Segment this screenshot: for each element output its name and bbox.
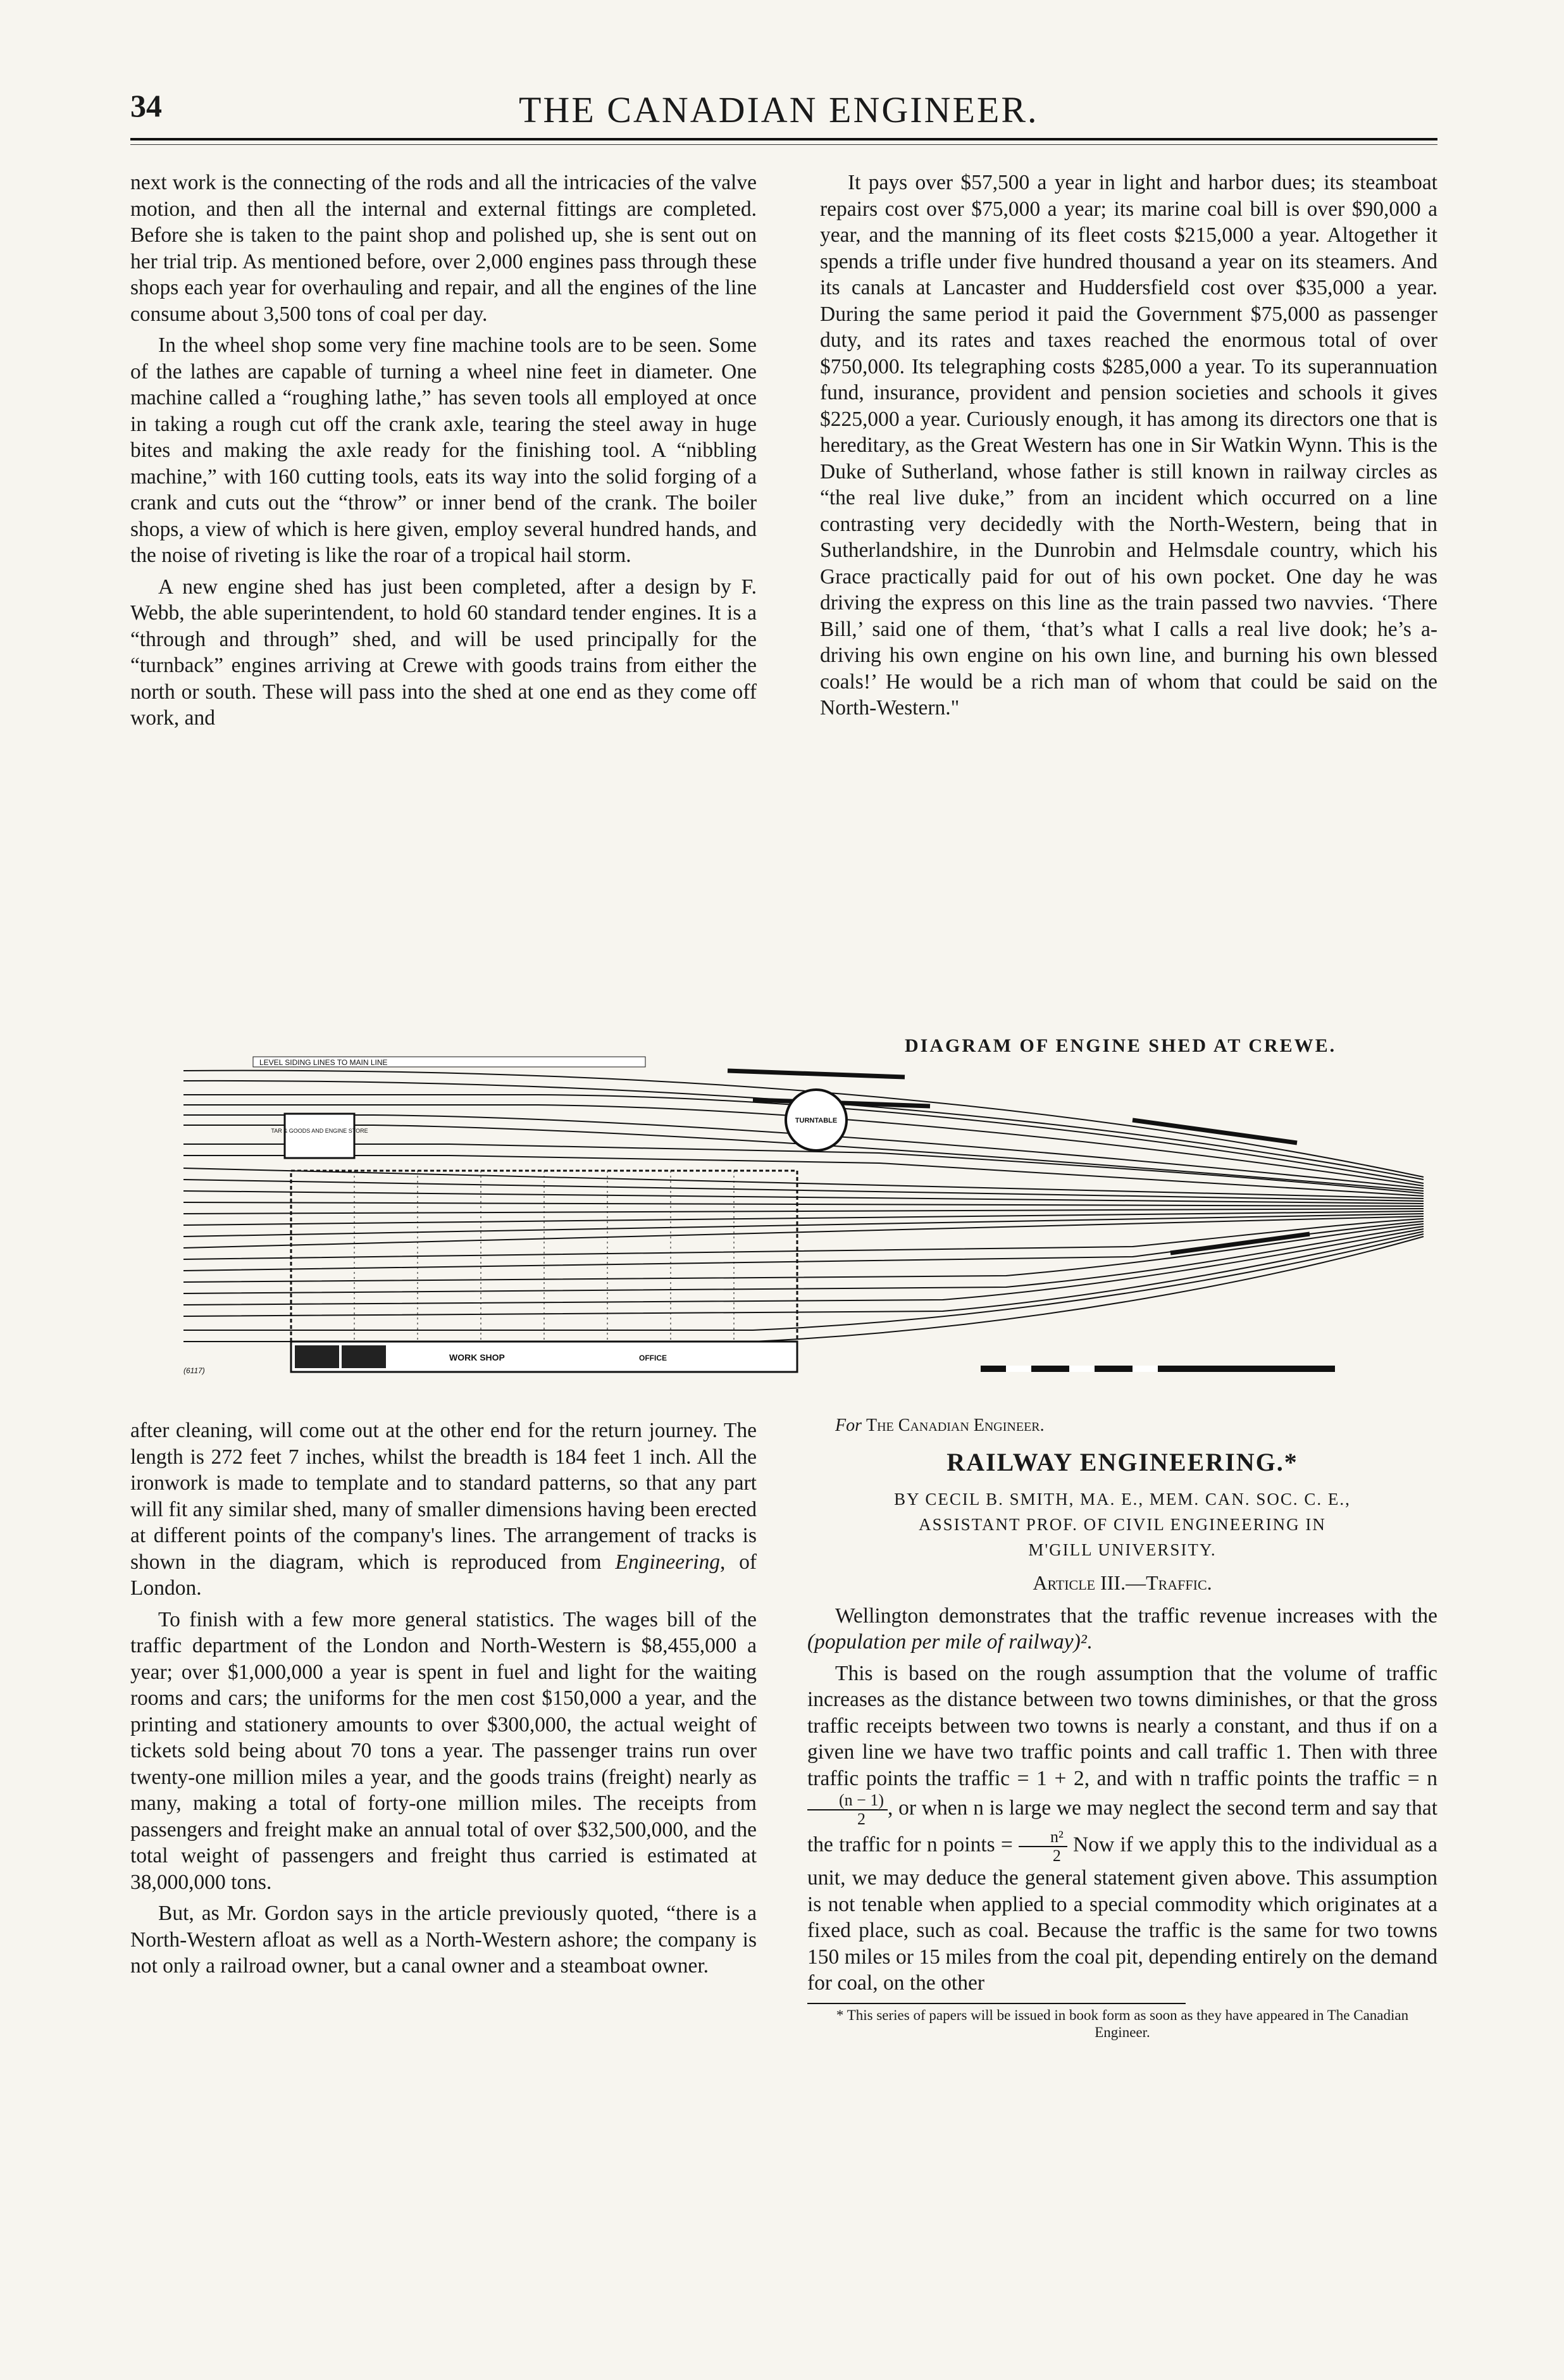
paragraph-text: Now if we apply this to the individual as a unit, we may deduce the general statement given above. This assumption is not tenable when applied to a special commodity which originates at a fixed place, such as coal. Because the traffic is the same for two towns 150 miles or 15 miles from the coal pit, depending entirely on the demand for coal, on the other [807, 1833, 1437, 1995]
lower-left-column [130, 1417, 757, 1979]
header-rule-thin [130, 144, 1437, 145]
paragraph: next work is the connecting of the rods and all the intricacies of the valve motion, and then all the internal and external fittings are completed. Before she is taken to the paint shop and polished up, she is sent out on her trial trip. As mentioned before, over 2,000 engines pass through these shops each year for overhauling and repair, and all the engines of the line consume about 3,500 tons of coal per day. [130, 171, 757, 326]
scale-bar-gap [1006, 1366, 1031, 1372]
running-title: THE CANADIAN ENGINEER. [519, 89, 1039, 130]
upper-left-column [130, 170, 757, 732]
turntable-label: TURNTABLE [795, 1117, 838, 1125]
fraction [807, 1791, 888, 1828]
for-name: The Canadian Engineer. [866, 1416, 1045, 1435]
byline-line: BY CECIL B. SMITH, MA. E., MEM. CAN. SOC. C. E., [894, 1490, 1351, 1509]
paragraph-text: , or when n is large we may neglect the second term and say that the traffic for n points = [807, 1796, 1437, 1857]
diagram-title: DIAGRAM OF ENGINE SHED AT CREWE. [905, 1035, 1337, 1056]
paragraph: A new engine shed has just been completed, after a design by F. Webb, the able superintendent, to hold 60 standard tender engines. It is a “through and through” shed, and will be used principally for the “turnback” engines arriving at Crewe with goods trains from either the north or south. These will pass into the shed at one end as they come off work, and [130, 575, 757, 730]
paragraph: To finish with a few more general statistics. The wages bill of the traffic department of the London and North-Western is $8,455,000 a year; over $1,000,000 a year is spent in fuel and light for the waiting rooms and cars; the uniforms for the men cost $150,000 a year, and the printing and stationery amounts to over $300,000, the actual weight of tickets sold being about 70 tons a year. The passenger trains run over twenty-one million miles a year, and the goods trains (freight) nearly as many, making a total of forty-one million miles. The receipts from passengers and freight make an annual total of over $32,500,000, and the total weight of passengers and freight thus carried is estimated at 38,000,000 tons. [130, 1607, 757, 1894]
fraction-numerator: (n − 1) [807, 1791, 888, 1810]
formula: (population per mile of railway)² [807, 1630, 1087, 1654]
upper-right-column [820, 170, 1437, 721]
track-line [183, 1214, 1424, 1237]
paragraph: In the wheel shop some very fine machine tools are to be seen. Some of the lathes are capable of turning a wheel nine feet in diameter. One machine called a “roughing lathe,” has seven tools all employed at once in taking a rough cut off the crank axle, tearing the steel away in huge bites and making the axle ready for the finishing tool. A “nibbling machine,” with 160 cutting tools, eats its way into the solid forging of a crank and cuts out the “throw” or inner bend of the crank. The boiler shops, a view of which is here given, employ several hundred hands, and the noise of riveting is like the roar of a tropical hail storm. [130, 333, 757, 567]
paragraph [130, 1417, 757, 1602]
scale-bar-gap [1133, 1366, 1158, 1372]
paragraph [807, 1660, 1437, 1997]
footnote: * This series of papers will be issued in book form as soon as they have appeared in The Canadian Engineer. [836, 2007, 1409, 2040]
header-rule [130, 138, 1437, 140]
paragraph-text: after cleaning, will come out at the other end for the return journey. The length is 272 feet 7 inches, whilst the breadth is 184 feet 1 inch. All the ironwork is made to template and to standard patterns, so that any part will fit any similar shed, many of smaller dimensions having been erected at different points of the company's lines. The arrangement of tracks is shown in the diagram, which is reproduced from [130, 1419, 757, 1574]
byline-line: ASSISTANT PROF. OF CIVIL ENGINEERING IN [919, 1515, 1326, 1534]
building-block [342, 1345, 386, 1368]
track-line [183, 1226, 1424, 1293]
for-prefix: For [835, 1416, 862, 1435]
direction-arrow [1170, 1234, 1310, 1253]
fraction-numerator: n² [1019, 1828, 1067, 1847]
source-title: Engineering [615, 1550, 720, 1574]
building-block [295, 1345, 339, 1368]
for-line [807, 1412, 1437, 1439]
page-number: 34 [130, 88, 162, 123]
scale-bar-gap [1069, 1366, 1095, 1372]
fraction-denominator: 2 [857, 1810, 866, 1828]
paragraph: But, as Mr. Gordon says in the article previously quoted, “there is a North-Western afloat as well as a North-Western ashore; the company is not only a railroad owner, but a canal owner and a steamboat owner. [130, 1902, 757, 1978]
paragraph-text: Wellington demonstrates that the traffic revenue increases with the [835, 1604, 1437, 1628]
track-line [183, 1144, 1424, 1193]
byline-line: M'GILL UNIVERSITY. [1028, 1540, 1217, 1559]
paragraph-text: , of London. [130, 1550, 757, 1600]
fraction-denominator: 2 [1052, 1847, 1061, 1865]
paragraph: It pays over $57,500 a year in light and harbor dues; its steamboat repairs cost over $75,000 a year; its marine coal bill is over $90,000 a year, and the manning of its fleet costs $215,000 a year. Altogether it spends a trifle under five hundred thousand a year on its steamers. And its canals at Lancaster and Huddersfield cost over $35,000 a year. During the same period it paid the Government $75,000 as passenger duty, and its rates and taxes reached the enormous total of over $750,000. Its telegraphing costs $285,000 a year. To its superannuation fund, insurance, provident and pension societies and schools it gives $225,000 a year. Curiously enough, it has among its directors one that is hereditary, as the Great Western has one in Sir Watkin Wynn. This is the Duke of Sutherland, whose father is still known in railway circles as “the real live duke,” from an incident which occurred on a line contrasting very decidedly with the North-Western, being that in Sutherlandshire, in the Dunrobin and Helmsdale country, which his Grace practically paid for out of his own pocket. One day he was driving the express on this line as the train passed two navvies. ‘There Bill,’ said one of them, ‘that’s what I calls a real live dook; he’s a-driving his own engine on his own line, and burning his own blessed coals!’ He would be a rich man of whom that could be said on the North-Western." [820, 171, 1437, 720]
paragraph-text: This is based on the rough assumption that the volume of traffic increases as the distance between two towns diminishes, or that the gross traffic receipts between two towns is nearly a constant, and thus if on a given line we have two traffic points and call traffic 1. Then with three traffic points the traffic = 1 + 2, and with n traffic points the traffic = n [807, 1661, 1437, 1790]
top-track-label: LEVEL SIDING LINES TO MAIN LINE [259, 1058, 388, 1067]
track-line [183, 1229, 1424, 1305]
paragraph-text: . [1086, 1630, 1093, 1654]
paragraph [807, 1603, 1437, 1655]
fraction [1019, 1828, 1067, 1865]
footnote-rule [807, 2003, 1186, 2004]
work-shop-label: WORK SHOP [449, 1352, 505, 1362]
diagram-number: (6117) [183, 1366, 205, 1375]
engine-shed-diagram [183, 1044, 1430, 1417]
stores-building [285, 1114, 354, 1158]
track-line [183, 1202, 1424, 1206]
direction-arrow [1133, 1120, 1297, 1143]
stores-label: TAR & GOODS AND ENGINE STORE [271, 1128, 368, 1134]
direction-arrow [728, 1071, 905, 1077]
article-section: Article III.—Traffic. [1033, 1571, 1212, 1594]
office-label: OFFICE [639, 1354, 667, 1362]
article-title: RAILWAY ENGINEERING.* [946, 1447, 1298, 1476]
lower-right-column [807, 1412, 1437, 2041]
